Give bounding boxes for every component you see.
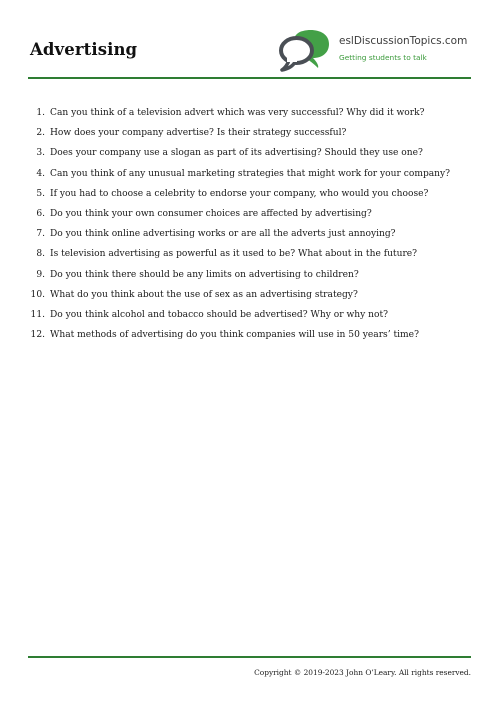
question-text: Do you think there should be any limits on advertising to children? xyxy=(50,269,359,280)
question-text: What do you think about the use of sex as an advertising strategy? xyxy=(50,289,358,300)
question-number: 3. xyxy=(36,148,45,159)
question-text: What methods of advertising do you think companies will use in 50 years’ time? xyxy=(50,330,419,341)
page-title: Advertising xyxy=(30,40,138,59)
question-text: Do you think your own consumer choices are affected by advertising? xyxy=(50,208,372,219)
question-list xyxy=(28,108,474,350)
question-number: 7. xyxy=(36,229,45,240)
question-number: 1. xyxy=(36,108,45,118)
logo-name: eslDiscussionTopics.com xyxy=(339,35,468,47)
question-item xyxy=(28,330,474,350)
question-item xyxy=(28,128,474,148)
question-number: 10. xyxy=(30,289,45,300)
question-item xyxy=(28,148,474,168)
header-divider xyxy=(28,77,471,79)
question-text: How does your company advertise? Is their strategy successful? xyxy=(50,128,347,139)
question-number: 2. xyxy=(36,128,45,139)
logo-tagline: Getting students to talk xyxy=(339,53,427,62)
question-item xyxy=(28,169,474,189)
question-item xyxy=(28,310,474,330)
footer-divider xyxy=(28,656,471,658)
question-number: 4. xyxy=(36,168,45,179)
question-item xyxy=(28,249,474,269)
speech-bubbles-icon xyxy=(279,28,341,74)
question-item xyxy=(28,270,474,290)
question-number: 11. xyxy=(30,309,45,320)
question-item xyxy=(28,189,474,209)
question-number: 12. xyxy=(30,330,45,341)
question-item xyxy=(28,108,474,128)
question-item xyxy=(28,290,474,310)
question-text: Can you think of any unusual marketing strategies that might work for your company? xyxy=(50,168,451,179)
question-text: Can you think of a television advert which was very successful? Why did it work? xyxy=(50,108,425,118)
question-text: Do you think online advertising works or are all the adverts just annoying? xyxy=(50,229,396,240)
question-text: Does your company use a slogan as part of its advertising? Should they use one? xyxy=(50,148,423,159)
question-text: If you had to choose a celebrity to endorse your company, who would you choose? xyxy=(50,188,429,199)
question-item xyxy=(28,209,474,229)
question-text: Do you think alcohol and tobacco should be advertised? Why or why not? xyxy=(50,309,388,320)
site-logo xyxy=(279,28,471,74)
question-number: 5. xyxy=(36,188,45,199)
copyright-notice: Copyright © 2019-2023 John O’Leary. All rights reserved. xyxy=(254,668,471,677)
page-header xyxy=(28,26,471,80)
question-number: 9. xyxy=(36,269,45,280)
question-text: Is television advertising as powerful as it used to be? What about in the future? xyxy=(50,249,418,260)
question-number: 8. xyxy=(36,249,45,260)
question-number: 6. xyxy=(36,208,45,219)
question-item xyxy=(28,229,474,249)
